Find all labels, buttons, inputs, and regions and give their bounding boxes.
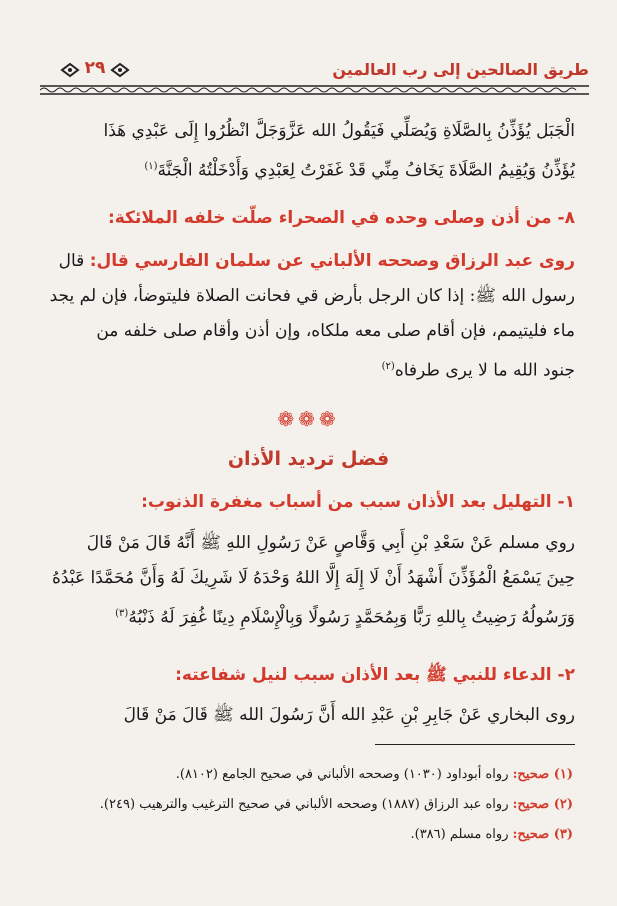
para3-line2: حِينَ يَسْمَعُ الْمُؤَذِّنَ أَشْهَدُ أَنْ لَا إِلَهَ إِلَّا اللهُ وَحْدَهُ لَا شَرِيكَ لَهُ وَأَنَّ مُحَمَّدًا عَبْدُهُ	[52, 568, 575, 588]
footnote-item: (١) صحيح: رواه أبوداود (١٠٣٠) وصححه الألباني في صحيح الجامع (٨١٠٢).	[175, 767, 573, 782]
page-number: ٢٩	[84, 58, 106, 78]
paragraph-hadith-mountain	[42, 114, 575, 189]
section-title: فضل ترديد الأذان	[227, 448, 390, 470]
right-ornament-icon	[110, 61, 132, 79]
footnote-separator	[375, 744, 575, 745]
para4-line1: روى البخاري عَنْ جَابِرِ بْنِ عَبْدِ الله أَنَّ رَسُولَ الله ﷺ قَالَ مَنْ قَالَ	[123, 705, 575, 725]
para2-line3: ماء فليتيمم، فإن أقام صلى معه ملكاه، وإن أذن وأقام صلى خلفه من	[96, 321, 575, 341]
paragraph-salman	[42, 244, 575, 389]
footnote-ref-3[interactable]: (٣)	[115, 608, 129, 619]
footnote-item: (٣) صحيح: رواه مسلم (٣٨٦).	[410, 827, 573, 842]
header-ornamental-rule	[40, 84, 589, 96]
paragraph-bukhari	[42, 698, 575, 733]
para1-line1: الْجَبَل يُؤَذِّنُ بِالصَّلَاةِ وَيُصَلِّي فَيَقُولُ الله عَزَّوَجَلَّ انْظُرُوا إِلَى عَبْدِي هَذَا	[103, 121, 575, 141]
para1-line2: يُؤَذِّنُ وَيُقِيمُ الصَّلَاةَ يَخَافُ مِنِّي قَدْ غَفَرْتُ لِعَبْدِي وَأَدْخَلْتُهُ الْجَنَّةَ$^{(١)}$	[144, 160, 575, 181]
heading-8: ٨- من أذن وصلى وحده في الصحراء صلّت خلفه الملائكة:	[107, 208, 575, 228]
para2-line4: جنود الله ما لا يرى طرفاه$^{(٢)}$	[381, 360, 575, 381]
running-title: طريق الصالحين إلى رب العالمين	[332, 60, 589, 79]
para2-line2: رسول الله ﷺ: إذا كان الرجل بأرض قي فحانت الصلاة فليتوضأ، فإن لم يجد	[49, 286, 575, 306]
page-number-box	[58, 58, 132, 82]
footnote-ref-1[interactable]: (١)	[144, 161, 158, 172]
footnote-ref-2[interactable]: (٢)	[381, 361, 395, 372]
para3-line3: وَرَسُولُهُ رَضِيتُ بِاللهِ رَبًّا وَبِمُحَمَّدٍ رَسُولًا وَبِالْإِسْلَامِ دِينًا غُفِرَ لَهُ ذَنْبُهُ$^{(٣)}$	[115, 607, 575, 628]
footnotes	[44, 760, 573, 850]
left-ornament-icon	[58, 61, 80, 79]
paragraph-muslim	[42, 526, 575, 636]
para2-line1: روى عبد الرزاق وصححه الألباني عن سلمان الفارسي قال: قال	[58, 251, 575, 271]
flower-ornament: ❁❁❁	[277, 407, 340, 431]
para3-line1: روي مسلم عَنْ سَعْدِ بْنِ أَبِي وَقَّاصٍ عَنْ رَسُولِ اللهِ ﷺ أَنَّهُ قَالَ مَنْ قَالَ	[86, 533, 575, 553]
page-header	[40, 58, 589, 90]
footnote-item: (٢) صحيح: رواه عبد الرزاق (١٨٨٧) وصححه الألباني في صحيح الترغيب والترهيب (٢٤٩).	[99, 797, 573, 812]
heading-2: ٢- الدعاء للنبي ﷺ بعد الأذان سبب لنيل شفاعته:	[175, 665, 575, 685]
heading-1: ١- التهليل بعد الأذان سبب من أسباب مغفرة الذنوب:	[141, 492, 575, 512]
